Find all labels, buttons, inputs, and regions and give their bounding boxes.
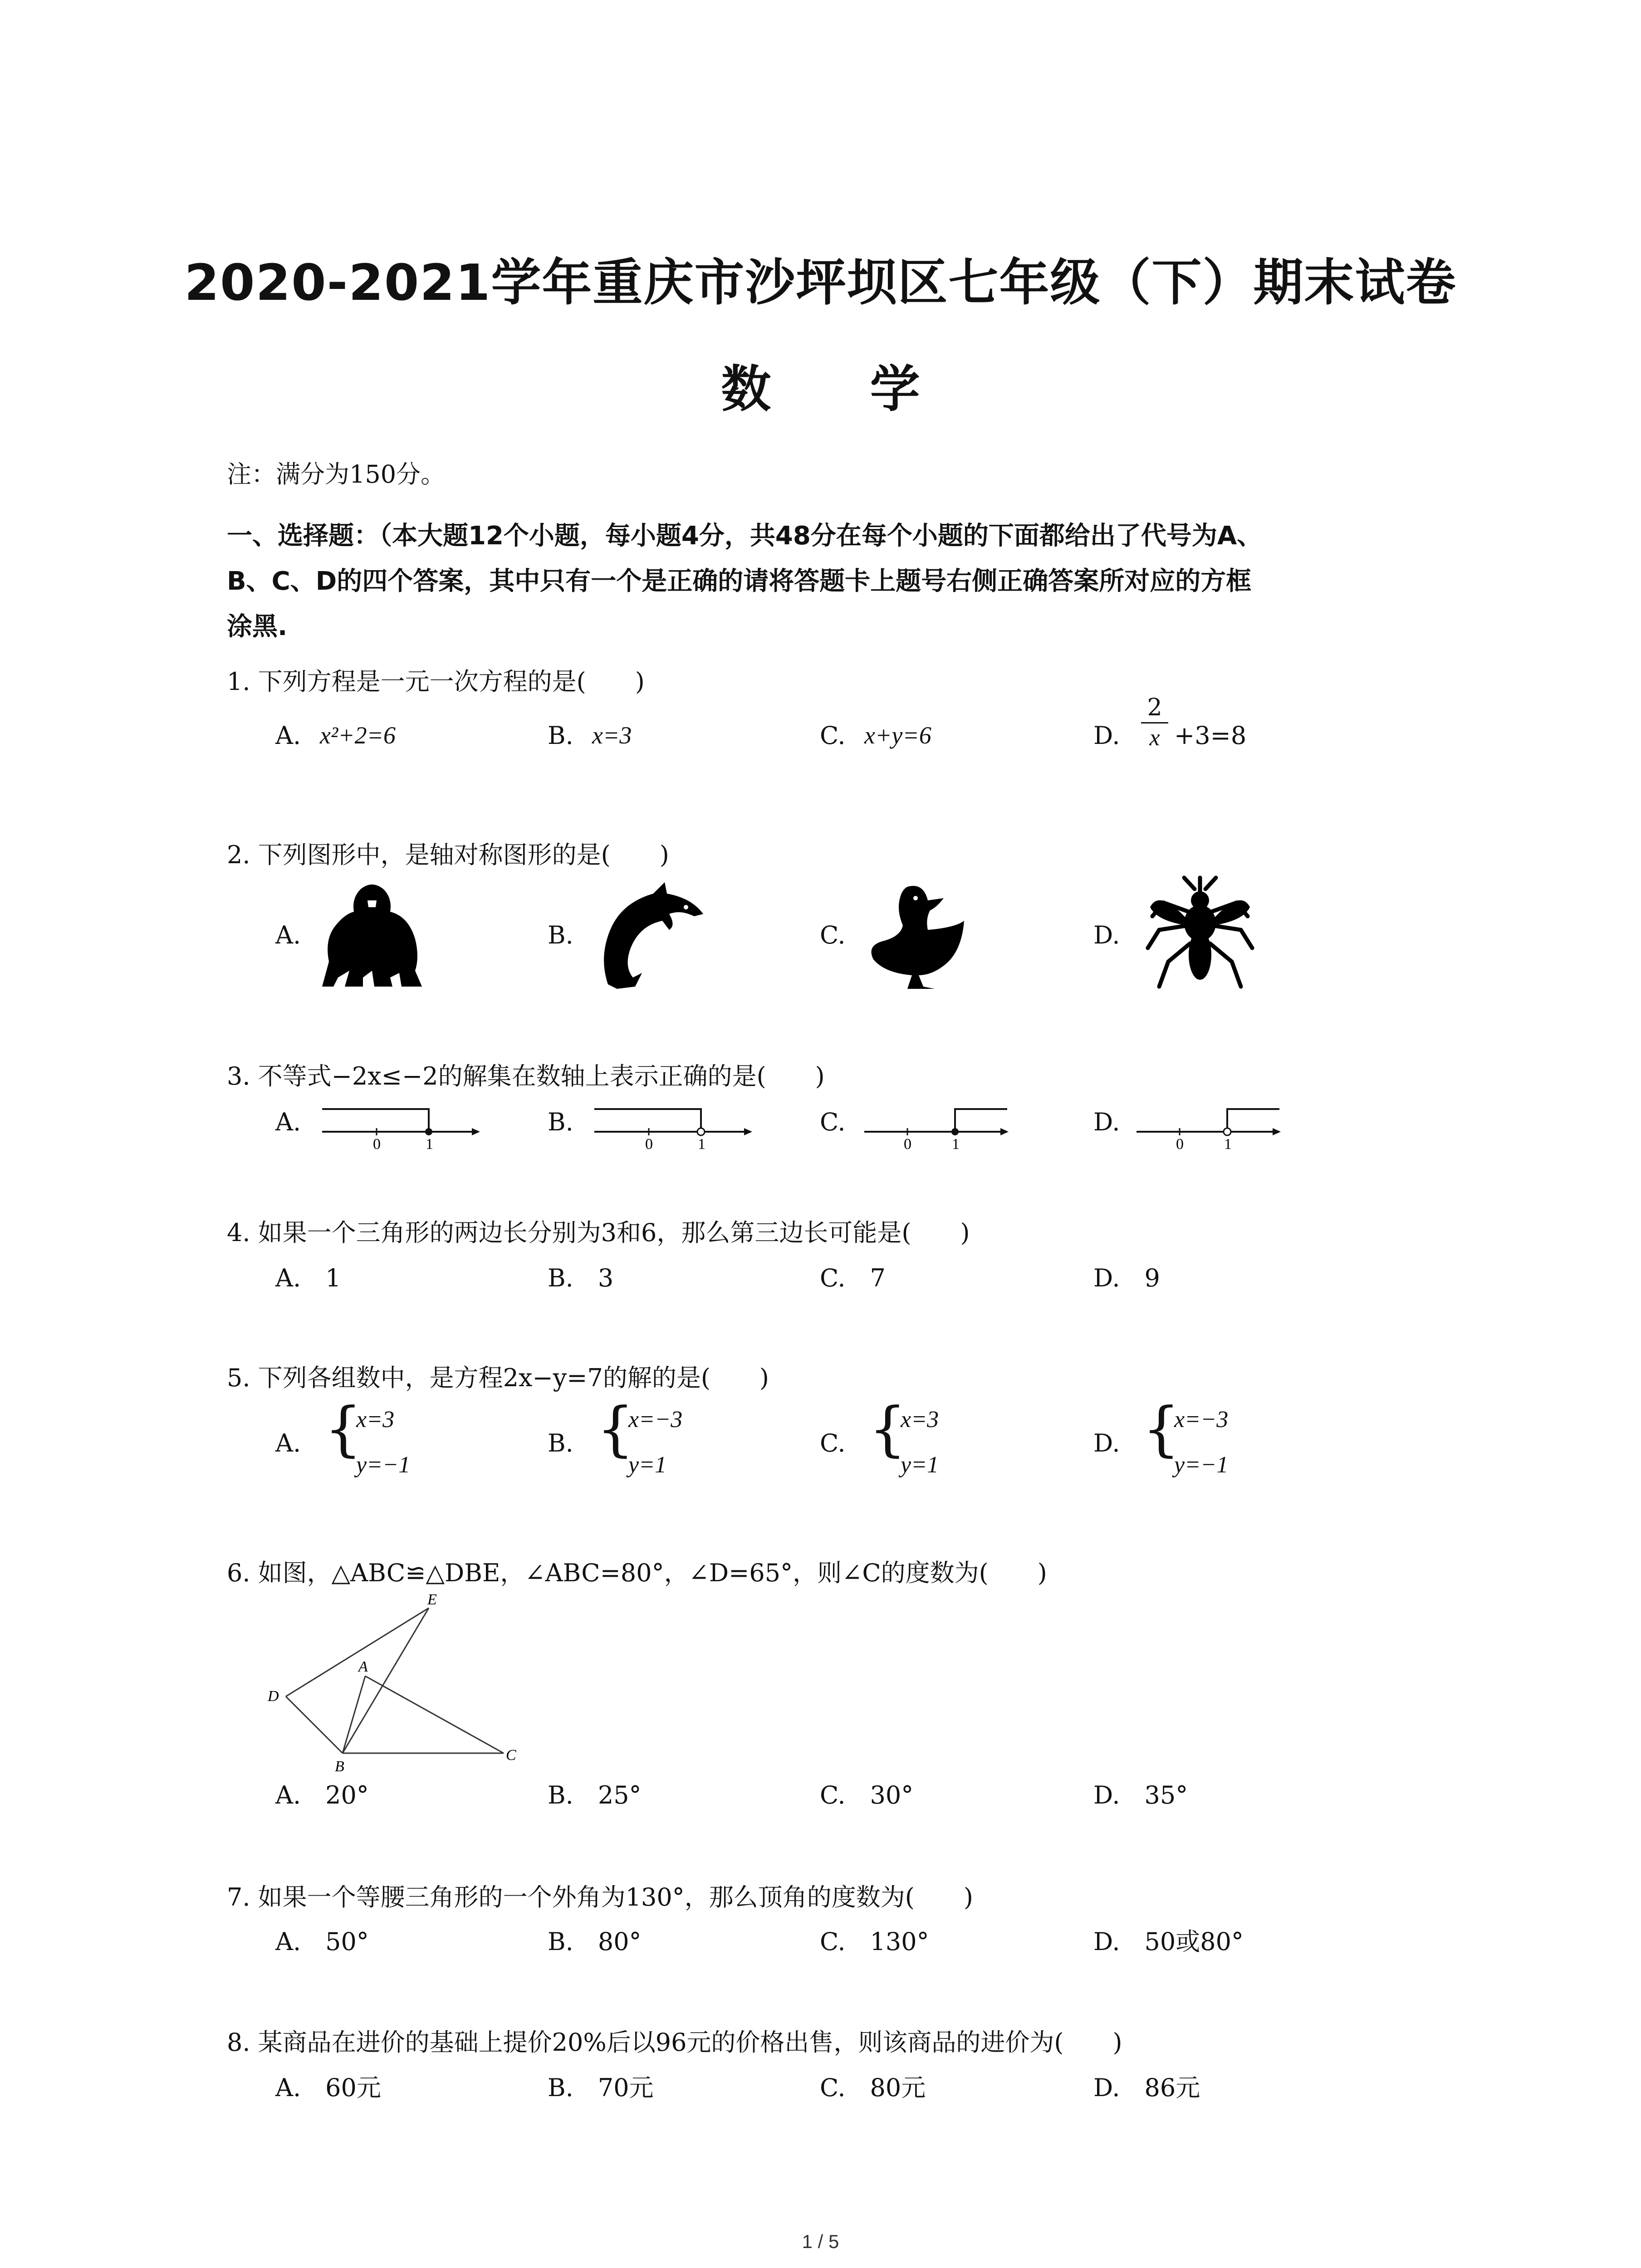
tick-label-0: 0	[1176, 1136, 1184, 1150]
q4-option-b: B. 3	[548, 1264, 614, 1292]
question-1-stem: 1. 下列方程是一元一次方程的是( )	[227, 667, 645, 696]
q6-option-b: B. 25°	[548, 1781, 642, 1809]
q1-option-a: x²+2=6	[320, 722, 396, 749]
q7-option-b: B. 80°	[548, 1927, 642, 1956]
duck-icon	[864, 882, 969, 991]
q3-option-d-label: D.	[1093, 1108, 1120, 1136]
section-heading-line3: 涂黑.	[227, 612, 288, 641]
question-7-stem: 7. 如果一个等腰三角形的一个外角为130°，那么顶角的度数为( )	[227, 1883, 973, 1911]
q2-option-c-label: C.	[820, 921, 846, 949]
q5-option-b-brace: {	[597, 1394, 634, 1463]
q2-option-d-label: D.	[1093, 921, 1120, 949]
q7-option-d: D. 50或80°	[1093, 1927, 1244, 1956]
page-number: 1 / 5	[802, 2231, 839, 2252]
q8-option-a: A. 60元	[275, 2073, 381, 2102]
q5-option-b-eq1: x=−3	[628, 1407, 683, 1432]
point-label-b: B	[335, 1758, 344, 1775]
q3-option-b-label: B.	[548, 1108, 573, 1136]
tick-label-1: 1	[426, 1136, 433, 1150]
tick-label-1: 1	[698, 1136, 705, 1150]
point-label-d: D	[268, 1688, 279, 1705]
point-label-e: E	[427, 1594, 437, 1608]
section-heading-line1: 一、选择题：（本大题12个小题，每小题4分，共48分在每个小题的下面都给出了代号为A、	[227, 521, 1263, 551]
q3-option-a-label: A.	[275, 1108, 301, 1136]
q1-option-d-label: D.	[1093, 721, 1120, 750]
tick-label-0: 0	[373, 1136, 381, 1150]
q4-option-d: D. 9	[1093, 1264, 1160, 1292]
q1-option-c: x+y=6	[864, 722, 931, 749]
q5-option-d-eq2: y=−1	[1174, 1452, 1229, 1478]
section-heading-line2: B、C、D的四个答案，其中只有一个是正确的请将答题卡上题号右侧正确答案所对应的方框	[227, 567, 1252, 596]
tick-label-0: 0	[904, 1136, 911, 1150]
number-line-d	[1134, 1100, 1284, 1150]
mosquito-icon	[1141, 875, 1259, 989]
question-3-stem: 3. 不等式−2x≤−2的解集在数轴上表示正确的是( )	[227, 1062, 825, 1090]
q1-option-d-rest: +3=8	[1174, 721, 1247, 750]
q5-option-c-brace: {	[869, 1394, 906, 1463]
number-line-a	[318, 1100, 481, 1150]
q5-option-d-brace: {	[1142, 1394, 1180, 1463]
page-title: 2020-2021学年重庆市沙坪坝区七年级（下）期末试卷	[184, 254, 1457, 312]
question-6-stem: 6. 如图，△ABC≌△DBE，∠ABC=80°，∠D=65°，则∠C的度数为( )	[227, 1559, 1047, 1587]
q2-option-a-label: A.	[275, 921, 301, 949]
tick-label-1: 1	[1224, 1136, 1232, 1150]
dolphin-icon	[590, 880, 708, 989]
tick-label-0: 0	[645, 1136, 653, 1150]
q5-option-a-label: A.	[275, 1429, 301, 1457]
fraction-bar	[1141, 722, 1168, 723]
q5-option-c-label: C.	[820, 1429, 846, 1457]
fraction-numerator: 2	[1147, 694, 1162, 721]
q1-option-b-label: B.	[548, 721, 573, 750]
q6-option-d: D. 35°	[1093, 1781, 1188, 1809]
q7-option-c: C. 130°	[820, 1927, 929, 1956]
q5-option-a-eq2: y=−1	[356, 1452, 411, 1478]
q7-option-a: A. 50°	[275, 1927, 369, 1956]
q8-option-c: C. 80元	[820, 2073, 926, 2102]
gorilla-icon	[318, 880, 426, 989]
page-subtitle: 数 学	[721, 360, 961, 418]
number-line-b	[590, 1100, 753, 1150]
q5-option-c-eq1: x=3	[901, 1407, 939, 1432]
q6-option-c: C. 30°	[820, 1781, 914, 1809]
q5-option-d-eq1: x=−3	[1174, 1407, 1229, 1432]
question-2-stem: 2. 下列图形中，是轴对称图形的是( )	[227, 841, 669, 869]
question-5-stem: 5. 下列各组数中，是方程2x−y=7的解的是( )	[227, 1364, 769, 1392]
q1-option-a-label: A.	[275, 721, 301, 750]
q2-option-b-label: B.	[548, 921, 573, 949]
q8-option-b: B. 70元	[548, 2073, 654, 2102]
q5-option-c-eq2: y=1	[901, 1452, 939, 1478]
q1-option-d-fraction	[1141, 694, 1168, 751]
q5-option-d-label: D.	[1093, 1429, 1120, 1457]
q4-option-a: A. 1	[275, 1264, 341, 1292]
point-label-c: C	[506, 1747, 516, 1764]
q5-option-a-brace: {	[324, 1394, 362, 1463]
q1-option-b: x=3	[592, 722, 632, 749]
q1-option-c-label: C.	[820, 721, 846, 750]
question-4-stem: 4. 如果一个三角形的两边长分别为3和6，那么第三边长可能是( )	[227, 1218, 970, 1247]
tick-label-1: 1	[952, 1136, 960, 1150]
q4-option-c: C. 7	[820, 1264, 886, 1292]
q5-option-a-eq1: x=3	[356, 1407, 395, 1432]
q5-option-b-label: B.	[548, 1429, 573, 1457]
q6-option-a: A. 20°	[275, 1781, 369, 1809]
fraction-denominator: x	[1149, 725, 1160, 751]
score-note: 注：满分为150分。	[227, 460, 446, 489]
point-label-a: A	[358, 1658, 368, 1675]
number-line-c	[862, 1100, 1012, 1150]
q5-option-b-eq2: y=1	[628, 1452, 667, 1478]
q3-option-c-label: C.	[820, 1108, 846, 1136]
question-8-stem: 8. 某商品在进价的基础上提价20%后以96元的价格出售，则该商品的进价为( )	[227, 2028, 1122, 2057]
q8-option-d: D. 86元	[1093, 2073, 1200, 2102]
triangle-diagram	[263, 1594, 535, 1776]
